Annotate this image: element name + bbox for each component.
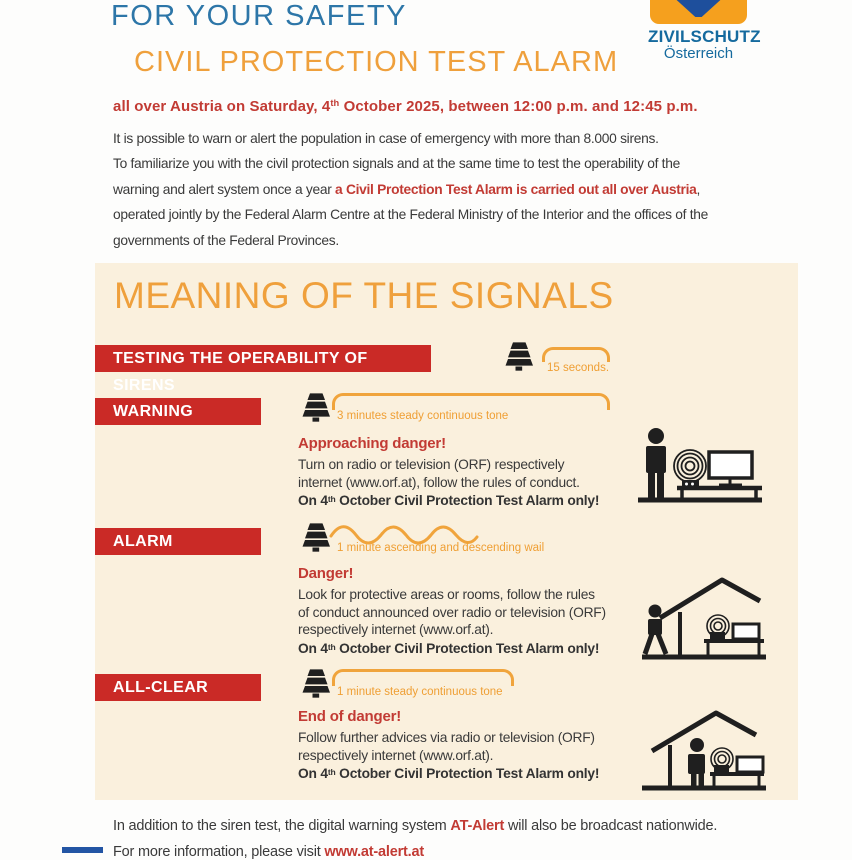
instruction-line: respectively internet (www.orf.at). <box>298 747 494 763</box>
instruction-line: internet (www.orf.at), follow the rules of conduct. <box>298 474 580 490</box>
intro-line: It is possible to warn or alert the population in case of emergency with more than 8.000 sirens. <box>113 131 659 146</box>
note-pre: On 4 <box>298 640 328 656</box>
footer-text-pre: In addition to the siren test, the digital warning system <box>113 818 451 834</box>
intro-line: operated jointly by the Federal Alarm Centre at the Federal Ministry of the Interior and the offices of the <box>113 207 708 223</box>
signal-headline: Approaching danger! <box>298 435 446 452</box>
signals-panel <box>95 263 798 800</box>
intro-paragraph <box>113 126 813 253</box>
note-ordinal-sup: th <box>327 641 336 652</box>
intro-line: governments of the Federal Provinces. <box>113 232 339 248</box>
logo-org-name: ZIVILSCHUTZ <box>648 27 761 46</box>
footer-more-info-line <box>113 844 424 860</box>
note-pre: On 4 <box>298 766 328 782</box>
date-text-pre: all over Austria on Saturday, 4 <box>113 98 331 115</box>
intro-line3-pre: warning and alert system once a year <box>113 181 336 197</box>
instruction-line: of conduct announced over radio or television (ORF) <box>298 604 606 620</box>
illustration-house-inside <box>640 697 768 793</box>
page-title-safety: FOR YOUR SAFETY <box>111 0 407 32</box>
bottom-left-blue-mark <box>62 847 103 853</box>
intro-line: To familiarize you with the civil protection signals and at the same time to test the operability of the <box>113 156 680 172</box>
alarm-banner: ALARM <box>95 528 261 555</box>
note-ordinal-sup: th <box>327 767 336 778</box>
illustration-person-radio-tv <box>635 426 765 504</box>
signals-section-title: MEANING OF THE SIGNALS <box>114 275 614 316</box>
instruction-line: Look for protective areas or rooms, follow the rules <box>298 587 595 602</box>
test-alarm-date-line <box>113 98 698 115</box>
intro-line3-post: , <box>696 181 701 197</box>
testing-sirens-banner: TESTING THE OPERABILITY OF SIRENS <box>95 345 431 372</box>
warning-banner: WARNING <box>95 398 261 425</box>
note-post: October Civil Protection Test Alarm only! <box>335 766 600 782</box>
footer-at-alert-line <box>113 818 717 834</box>
test-alarm-note <box>298 491 628 510</box>
date-ordinal-sup: th <box>330 98 340 108</box>
info-link-text: www.at-alert.at <box>324 844 424 860</box>
duration-bracket-icon <box>332 393 610 410</box>
footer-info-pre: For more information, please visit <box>113 844 325 860</box>
civil-defence-triangle-icon <box>659 0 738 17</box>
test-duration-label: 15 seconds. <box>547 362 610 374</box>
intro-highlight-red: a Civil Protection Test Alarm is carried out all over Austria <box>335 181 697 197</box>
siren-icon <box>300 668 330 699</box>
instruction-line: Follow further advices via radio or television (ORF) <box>298 730 595 745</box>
zivilschutz-logo-shield <box>650 0 747 24</box>
illustration-house-enter <box>640 566 768 662</box>
date-text-post: October 2025, between 12:00 p.m. and 12:45 p.m. <box>339 98 698 115</box>
logo-country: Österreich <box>663 45 734 62</box>
footer-text-post: will also be broadcast nationwide. <box>504 818 718 834</box>
all-clear-text-block <box>298 708 628 783</box>
warning-text-block <box>298 435 628 510</box>
test-alarm-note <box>298 764 628 783</box>
at-alert-highlight: AT-Alert <box>450 818 505 834</box>
signal-headline: End of danger! <box>298 708 402 725</box>
signal-description-label: 3 minutes steady continuous tone <box>337 410 509 422</box>
test-alarm-note <box>298 639 628 658</box>
instruction-line: Turn on radio or television (ORF) respectively <box>298 457 565 472</box>
page-title-alarm: CIVIL PROTECTION TEST ALARM <box>134 46 619 78</box>
siren-icon <box>300 522 330 553</box>
alarm-text-block <box>298 565 628 657</box>
siren-icon <box>300 392 330 423</box>
all-clear-banner: ALL-CLEAR <box>95 674 261 701</box>
signal-description-label: 1 minute ascending and descending wail <box>337 542 545 554</box>
duration-bracket-icon <box>542 347 610 362</box>
note-post: October Civil Protection Test Alarm only! <box>335 640 600 656</box>
note-post: October Civil Protection Test Alarm only! <box>335 493 600 509</box>
duration-bracket-icon <box>332 669 514 686</box>
note-pre: On 4 <box>298 493 328 509</box>
signal-headline: Danger! <box>298 565 354 582</box>
note-ordinal-sup: th <box>327 494 336 505</box>
instruction-line: respectively internet (www.orf.at). <box>298 622 494 638</box>
signal-description-label: 1 minute steady continuous tone <box>337 686 503 698</box>
siren-icon <box>503 341 533 372</box>
intro-line <box>113 177 813 202</box>
